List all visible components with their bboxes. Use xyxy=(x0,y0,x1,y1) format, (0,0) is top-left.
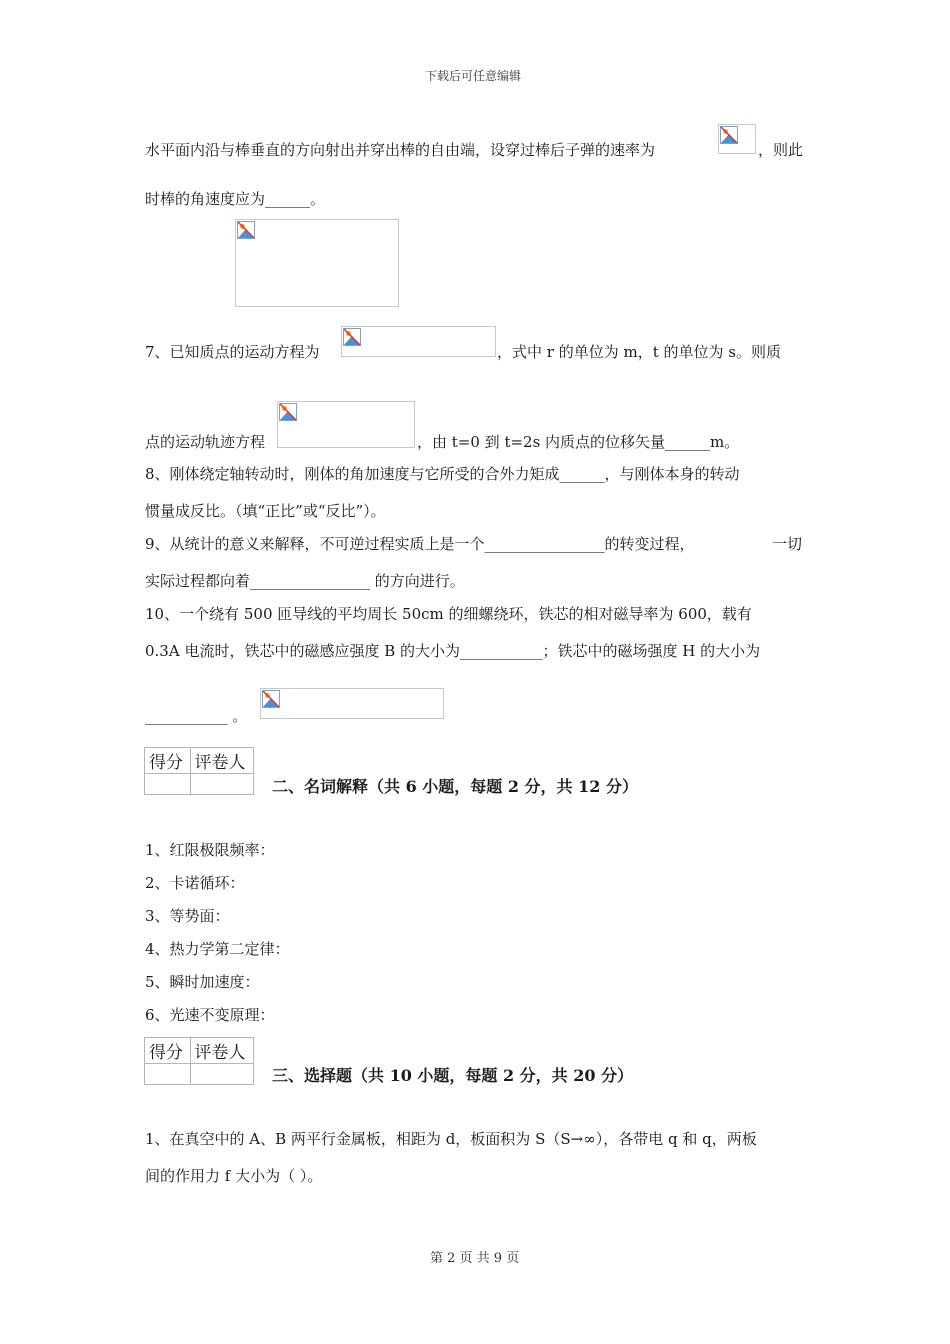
header-note: 下载后可任意编辑 xyxy=(425,69,522,83)
grader-cell xyxy=(190,1064,254,1085)
grader-cell xyxy=(190,774,254,795)
broken-image-icon xyxy=(237,221,255,239)
q9-line2: 实际过程都向着________________ 的方向进行。 xyxy=(145,572,465,590)
formula-image-placeholder xyxy=(718,124,756,154)
q8-line2: 惯量成反比。（填“正比”或“反比”）。 xyxy=(145,502,386,520)
grader-label: 评卷人 xyxy=(190,748,254,774)
score-cell xyxy=(145,1064,191,1085)
broken-image-icon xyxy=(720,126,738,144)
question-line: 间的作用力 f 大小为（ ）。 xyxy=(145,1167,323,1185)
list-item: 4、热力学第二定律： xyxy=(145,940,290,958)
broken-image-icon xyxy=(279,403,297,421)
q6-line1-b: ，则此 xyxy=(758,141,804,159)
q8-line1: 8、刚体绕定轴转动时，刚体的角加速度与它所受的合外力矩成______，与刚体本身的转动 xyxy=(145,465,740,483)
q10-line3: ___________ 。 xyxy=(145,707,248,725)
q7-line2-b: ，由 t=0 到 t=2s 内质点的位移矢量______m。 xyxy=(417,433,740,451)
score-label: 得分 xyxy=(145,1038,191,1064)
list-item: 6、光速不变原理： xyxy=(145,1006,275,1024)
section-title: 二、名词解释（共 6 小题，每题 2 分，共 12 分） xyxy=(272,777,638,796)
broken-image-icon xyxy=(343,328,361,346)
list-item: 3、等势面： xyxy=(145,907,230,925)
q7-line1-a: 7、已知质点的运动方程为 xyxy=(145,343,320,361)
grader-label: 评卷人 xyxy=(190,1038,254,1064)
section-title: 三、选择题（共 10 小题，每题 2 分，共 20 分） xyxy=(272,1066,634,1085)
list-item: 1、红限极限频率： xyxy=(145,841,275,859)
score-box xyxy=(144,747,254,795)
diagram-image-placeholder xyxy=(235,219,399,307)
formula-image-placeholder xyxy=(277,401,415,448)
formula-image-placeholder xyxy=(341,326,496,357)
formula-image-placeholder xyxy=(260,688,444,719)
question-line: 1、在真空中的 A、B 两平行金属板，相距为 d，板面积为 S（S→∞），各带电 q 和 q，两板 xyxy=(145,1130,757,1148)
score-label: 得分 xyxy=(145,748,191,774)
q6-line2: 时棒的角速度应为______。 xyxy=(145,190,326,208)
score-box xyxy=(144,1037,254,1085)
q6-line1-a: 水平面内沿与棒垂直的方向射出并穿出棒的自由端，设穿过棒后子弹的速率为 xyxy=(145,141,656,159)
list-item: 5、瞬时加速度： xyxy=(145,973,260,991)
q10-line2: 0.3A 电流时，铁芯中的磁感应强度 B 的大小为___________；铁芯中的磁场强度 H 的大小为 xyxy=(145,642,761,660)
q9-line1-b: 一切 xyxy=(772,535,803,553)
page-number: 第 2 页 共 9 页 xyxy=(430,1251,520,1266)
q10-line1: 10、一个绕有 500 匝导线的平均周长 50cm 的细螺绕环，铁芯的相对磁导率为 600，载有 xyxy=(145,605,752,623)
q9-line1-a: 9、从统计的意义来解释，不可逆过程实质上是一个________________的转变过程， xyxy=(145,535,695,553)
score-cell xyxy=(145,774,191,795)
list-item: 2、卡诺循环： xyxy=(145,874,245,892)
broken-image-icon xyxy=(262,690,280,708)
q7-line2-a: 点的运动轨迹方程 xyxy=(145,433,266,451)
q7-line1-b: ，式中 r 的单位为 m，t 的单位为 s。则质 xyxy=(497,343,781,361)
